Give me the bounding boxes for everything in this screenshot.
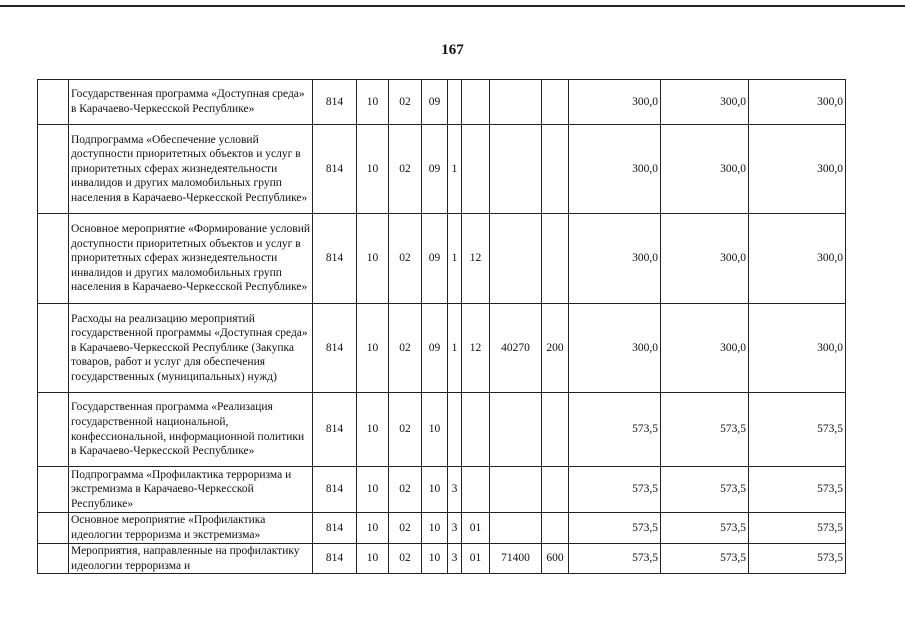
row-index-cell — [38, 304, 69, 393]
section-code: 10 — [357, 513, 389, 544]
section-code: 10 — [357, 393, 389, 467]
subsection-code: 02 — [389, 513, 422, 544]
subprogram-code: 1 — [448, 304, 462, 393]
item-name: Основное мероприятие «Формирование условий доступности приоритетных объектов и услуг в приоритетных сферах жизнедеятельности инвалидов и других маломобильных групп населения в Карачаево-Черкесской Республике» — [69, 214, 313, 304]
section-code: 10 — [357, 125, 389, 214]
direction-code — [490, 513, 542, 544]
amount-year-1: 573,5 — [569, 393, 661, 467]
activity-code — [462, 467, 490, 513]
expense-type-code: 200 — [542, 304, 569, 393]
program-code: 10 — [422, 544, 448, 574]
amount-year-3: 573,5 — [749, 467, 846, 513]
activity-code: 01 — [462, 544, 490, 574]
amount-year-1: 300,0 — [569, 304, 661, 393]
direction-code — [490, 125, 542, 214]
amount-year-1: 573,5 — [569, 544, 661, 574]
program-code: 10 — [422, 513, 448, 544]
expense-type-code — [542, 513, 569, 544]
subsection-code: 02 — [389, 544, 422, 574]
subprogram-code: 3 — [448, 467, 462, 513]
subsection-code: 02 — [389, 467, 422, 513]
subsection-code: 02 — [389, 125, 422, 214]
direction-code: 40270 — [490, 304, 542, 393]
item-name: Государственная программа «Реализация государственной национальной, конфессиональной, информационной политики в Карачаево-Черкесской Республике» — [69, 393, 313, 467]
section-code: 10 — [357, 544, 389, 574]
expense-type-code: 600 — [542, 544, 569, 574]
ministry-code: 814 — [313, 304, 357, 393]
table-row — [38, 304, 846, 393]
table-row — [38, 80, 846, 125]
item-name: Государственная программа «Доступная среда» в Карачаево-Черкесской Республике» — [69, 80, 313, 125]
item-name: Мероприятия, направленные на профилактику идеологии терроризма и — [69, 544, 313, 574]
direction-code — [490, 214, 542, 304]
amount-year-1: 573,5 — [569, 467, 661, 513]
amount-year-3: 300,0 — [749, 304, 846, 393]
activity-code — [462, 125, 490, 214]
amount-year-2: 573,5 — [661, 513, 749, 544]
ministry-code: 814 — [313, 467, 357, 513]
table-row — [38, 513, 846, 544]
subsection-code: 02 — [389, 393, 422, 467]
activity-code: 01 — [462, 513, 490, 544]
budget-table-body — [38, 80, 846, 574]
row-index-cell — [38, 393, 69, 467]
section-code: 10 — [357, 214, 389, 304]
program-code: 09 — [422, 125, 448, 214]
top-border-line — [0, 5, 905, 7]
amount-year-3: 300,0 — [749, 80, 846, 125]
amount-year-1: 573,5 — [569, 513, 661, 544]
row-index-cell — [38, 544, 69, 574]
subprogram-code — [448, 393, 462, 467]
amount-year-2: 300,0 — [661, 214, 749, 304]
ministry-code: 814 — [313, 214, 357, 304]
item-name: Подпрограмма «Профилактика терроризма и экстремизма в Карачаево-Черкесской Республике» — [69, 467, 313, 513]
amount-year-3: 573,5 — [749, 393, 846, 467]
ministry-code: 814 — [313, 513, 357, 544]
program-code: 09 — [422, 214, 448, 304]
ministry-code: 814 — [313, 80, 357, 125]
activity-code: 12 — [462, 214, 490, 304]
program-code: 09 — [422, 80, 448, 125]
activity-code: 12 — [462, 304, 490, 393]
subsection-code: 02 — [389, 80, 422, 125]
direction-code — [490, 467, 542, 513]
table-row — [38, 393, 846, 467]
ministry-code: 814 — [313, 125, 357, 214]
table-row — [38, 544, 846, 574]
expense-type-code — [542, 214, 569, 304]
row-index-cell — [38, 513, 69, 544]
row-index-cell — [38, 467, 69, 513]
table-row — [38, 214, 846, 304]
row-index-cell — [38, 125, 69, 214]
program-code: 10 — [422, 467, 448, 513]
expense-type-code — [542, 125, 569, 214]
subsection-code: 02 — [389, 214, 422, 304]
item-name: Основное мероприятие «Профилактика идеологии терроризма и экстремизма» — [69, 513, 313, 544]
amount-year-3: 573,5 — [749, 544, 846, 574]
activity-code — [462, 393, 490, 467]
amount-year-1: 300,0 — [569, 214, 661, 304]
section-code: 10 — [357, 80, 389, 125]
ministry-code: 814 — [313, 544, 357, 574]
table-row — [38, 467, 846, 513]
amount-year-2: 300,0 — [661, 80, 749, 125]
item-name: Расходы на реализацию мероприятий государственной программы «Доступная среда» в Карачаево-Черкесской Республике (Закупка товаров, работ и услуг для обеспечения государственных (муниципальных) нужд) — [69, 304, 313, 393]
expense-type-code — [542, 80, 569, 125]
subprogram-code: 1 — [448, 125, 462, 214]
amount-year-3: 300,0 — [749, 125, 846, 214]
amount-year-1: 300,0 — [569, 80, 661, 125]
activity-code — [462, 80, 490, 125]
subprogram-code: 3 — [448, 513, 462, 544]
table-row — [38, 125, 846, 214]
program-code: 10 — [422, 393, 448, 467]
subprogram-code: 3 — [448, 544, 462, 574]
program-code: 09 — [422, 304, 448, 393]
direction-code: 71400 — [490, 544, 542, 574]
page-number: 167 — [441, 42, 464, 58]
row-index-cell — [38, 214, 69, 304]
subsection-code: 02 — [389, 304, 422, 393]
amount-year-2: 300,0 — [661, 304, 749, 393]
budget-table — [37, 79, 846, 574]
subprogram-code: 1 — [448, 214, 462, 304]
amount-year-2: 573,5 — [661, 544, 749, 574]
section-code: 10 — [357, 304, 389, 393]
item-name: Подпрограмма «Обеспечение условий доступности приоритетных объектов и услуг в приоритетных сферах жизнедеятельности инвалидов и других маломобильных групп населения в Карачаево-Черкесской Республике» — [69, 125, 313, 214]
row-index-cell — [38, 80, 69, 125]
ministry-code: 814 — [313, 393, 357, 467]
amount-year-2: 573,5 — [661, 393, 749, 467]
direction-code — [490, 80, 542, 125]
subprogram-code — [448, 80, 462, 125]
section-code: 10 — [357, 467, 389, 513]
amount-year-2: 573,5 — [661, 467, 749, 513]
amount-year-2: 300,0 — [661, 125, 749, 214]
expense-type-code — [542, 467, 569, 513]
amount-year-3: 573,5 — [749, 513, 846, 544]
direction-code — [490, 393, 542, 467]
expense-type-code — [542, 393, 569, 467]
amount-year-1: 300,0 — [569, 125, 661, 214]
amount-year-3: 300,0 — [749, 214, 846, 304]
